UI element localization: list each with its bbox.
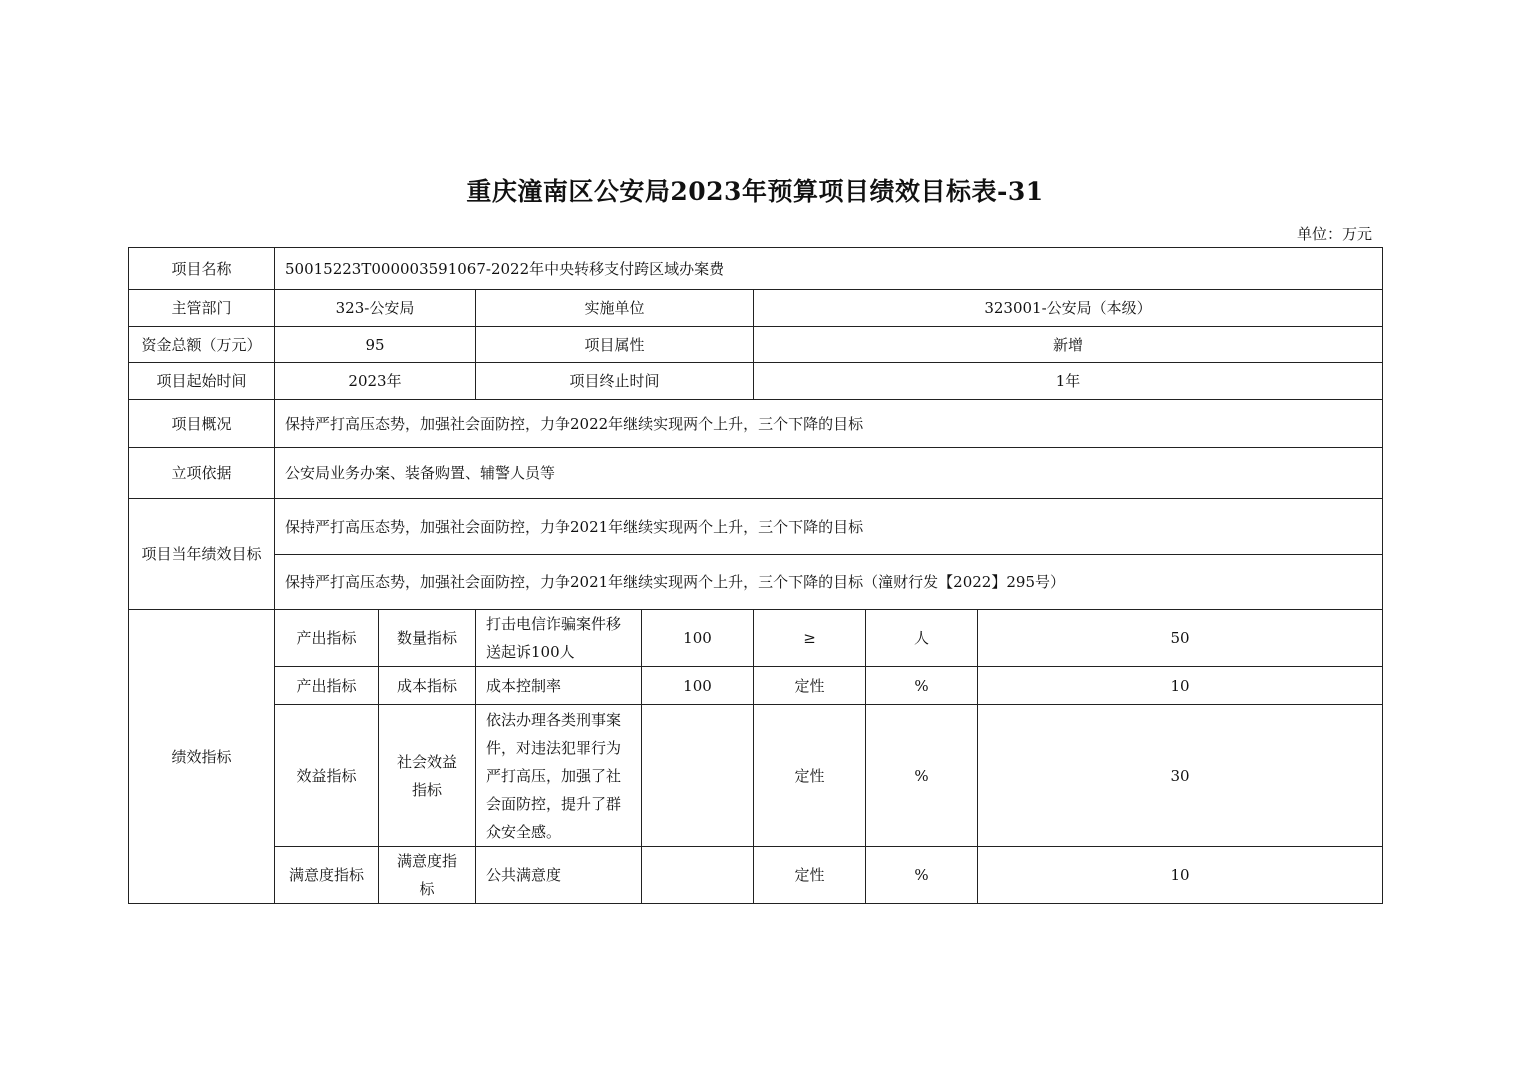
indicator-level2: 成本指标 <box>379 667 476 705</box>
indicator-weight: 50 <box>978 610 1383 667</box>
indicator-level2: 数量指标 <box>379 610 476 667</box>
indicator-level1: 满意度指标 <box>275 847 379 904</box>
indicators-label: 绩效指标 <box>129 610 275 904</box>
table-row <box>129 667 1383 705</box>
indicator-name: 依法办理各类刑事案件，对违法犯罪行为严打高压，加强了社会面防控，提升了群众安全感。 <box>476 705 642 847</box>
indicator-op: 定性 <box>754 705 866 847</box>
indicator-name: 成本控制率 <box>476 667 642 705</box>
overview-label: 项目概况 <box>129 400 275 448</box>
indicator-weight: 30 <box>978 705 1383 847</box>
dept-label: 主管部门 <box>129 290 275 327</box>
row-goal-2 <box>129 555 1383 610</box>
table-row <box>129 705 1383 847</box>
performance-target-table <box>128 247 1383 904</box>
goal-label: 项目当年绩效目标 <box>129 499 275 610</box>
indicator-name: 公共满意度 <box>476 847 642 904</box>
row-basis <box>129 448 1383 499</box>
attr-value: 新增 <box>754 327 1383 363</box>
indicator-value: 100 <box>642 610 754 667</box>
funds-label: 资金总额（万元） <box>129 327 275 363</box>
project-name-value: 50015223T000003591067-2022年中央转移支付跨区域办案费 <box>275 248 1383 290</box>
row-funds <box>129 327 1383 363</box>
goal-value-2: 保持严打高压态势，加强社会面防控，力争2021年继续实现两个上升，三个下降的目标（潼财行发【2022】295号） <box>275 555 1383 610</box>
dept-value: 323-公安局 <box>275 290 476 327</box>
indicator-level1: 产出指标 <box>275 610 379 667</box>
goal-value-1: 保持严打高压态势，加强社会面防控，力争2021年继续实现两个上升，三个下降的目标 <box>275 499 1383 555</box>
project-name-label: 项目名称 <box>129 248 275 290</box>
row-time <box>129 363 1383 400</box>
indicator-op: 定性 <box>754 847 866 904</box>
table-row <box>129 610 1383 667</box>
indicator-unit: % <box>866 667 978 705</box>
row-dept <box>129 290 1383 327</box>
basis-label: 立项依据 <box>129 448 275 499</box>
funds-value: 95 <box>275 327 476 363</box>
indicator-unit: 人 <box>866 610 978 667</box>
indicator-value: 100 <box>642 667 754 705</box>
indicator-unit: % <box>866 847 978 904</box>
indicator-value <box>642 847 754 904</box>
row-goal-1 <box>129 499 1383 555</box>
end-label: 项目终止时间 <box>476 363 754 400</box>
start-label: 项目起始时间 <box>129 363 275 400</box>
indicator-unit: % <box>866 705 978 847</box>
basis-value: 公安局业务办案、装备购置、辅警人员等 <box>275 448 1383 499</box>
attr-label: 项目属性 <box>476 327 754 363</box>
impl-value: 323001-公安局（本级） <box>754 290 1383 327</box>
indicator-level2: 满意度指标 <box>379 847 476 904</box>
impl-label: 实施单位 <box>476 290 754 327</box>
indicator-op: ≥ <box>754 610 866 667</box>
indicator-name: 打击电信诈骗案件移送起诉100人 <box>476 610 642 667</box>
overview-value: 保持严打高压态势，加强社会面防控，力争2022年继续实现两个上升，三个下降的目标 <box>275 400 1383 448</box>
indicator-level1: 效益指标 <box>275 705 379 847</box>
indicator-weight: 10 <box>978 847 1383 904</box>
indicator-op: 定性 <box>754 667 866 705</box>
row-project-name <box>129 248 1383 290</box>
indicator-value <box>642 705 754 847</box>
indicator-level2: 社会效益指标 <box>379 705 476 847</box>
row-overview <box>129 400 1383 448</box>
table-row <box>129 847 1383 904</box>
unit-label: 单位：万元 <box>1296 225 1372 243</box>
indicator-weight: 10 <box>978 667 1383 705</box>
page-title: 重庆潼南区公安局2023年预算项目绩效目标表-31 <box>466 177 1044 206</box>
indicator-level1: 产出指标 <box>275 667 379 705</box>
start-value: 2023年 <box>275 363 476 400</box>
end-value: 1年 <box>754 363 1383 400</box>
